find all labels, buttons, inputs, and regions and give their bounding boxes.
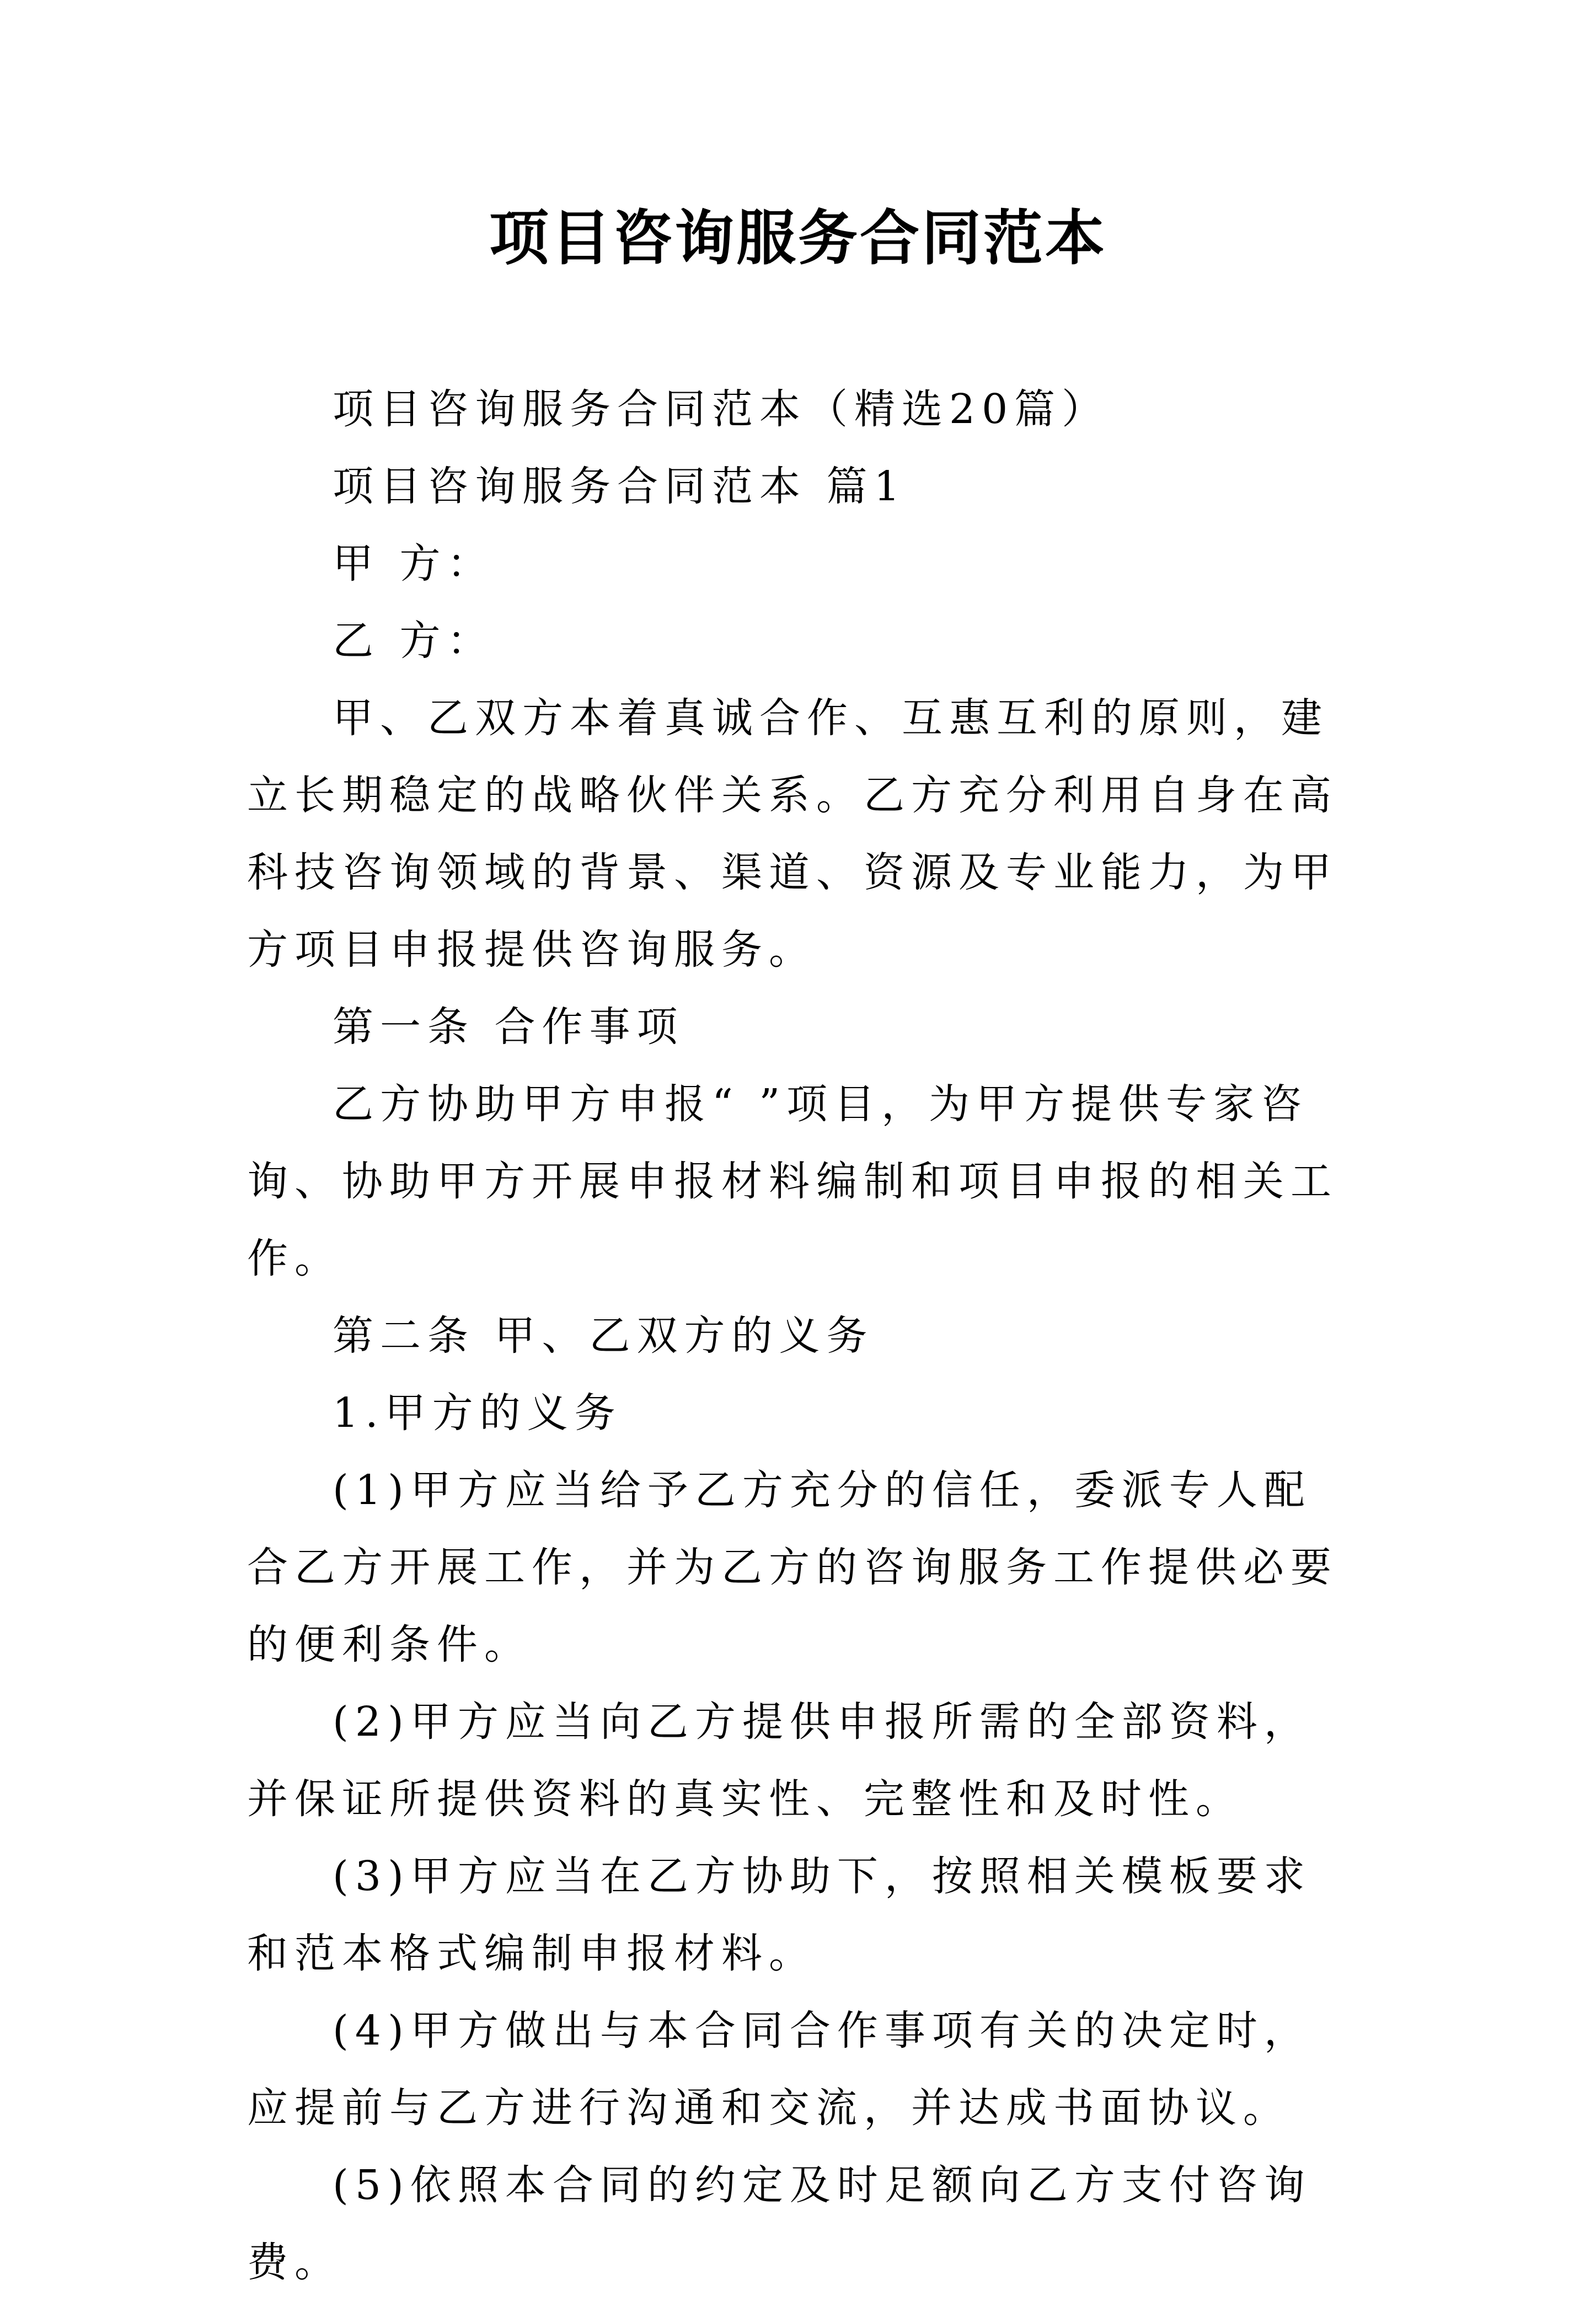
obligation-item-2: (2)甲方应当向乙方提供申报所需的全部资料，并保证所提供资料的真实性、完整性和及时性。 xyxy=(247,1698,1311,1823)
obligation-item-5: (5)依照本合同的约定及时足额向乙方支付咨询费。 xyxy=(247,2161,1311,2286)
obligation-item-4: (4)甲方做出与本合同合作事项有关的决定时，应提前与乙方进行沟通和交流，并达成书面协议。 xyxy=(247,2007,1311,2132)
article-1-paragraph: 乙方协助甲方申报“ ”项目，为甲方提供专家咨询、协助甲方开展申报材料编制和项目申报的相关工作。 xyxy=(247,1080,1338,1282)
obligation-item-1: (1)甲方应当给予乙方充分的信任，委派专人配合乙方开展工作，并为乙方的咨询服务工作提供必要的便利条件。 xyxy=(247,1467,1338,1668)
document-title: 项目咨询服务合同范本 xyxy=(489,204,1107,273)
article-2-heading: 第二条 甲、乙双方的义务 xyxy=(333,1312,874,1360)
section-heading: 项目咨询服务合同范本 篇1 xyxy=(333,463,907,510)
subtitle-line: 项目咨询服务合同范本（精选20篇） xyxy=(333,386,1110,433)
party-b-line: 乙 方： xyxy=(333,617,495,665)
party-a-line: 甲 方： xyxy=(333,540,495,587)
article-1-heading: 第一条 合作事项 xyxy=(333,1003,684,1051)
obligation-item-3: (3)甲方应当在乙方协助下，按照相关模板要求和范本格式编制申报材料。 xyxy=(247,1853,1311,1977)
party-a-obligations-heading: 1.甲方的义务 xyxy=(333,1389,622,1437)
preamble-paragraph: 甲、乙双方本着真诚合作、互惠互利的原则，建立长期稳定的战略伙伴关系。乙方充分利用自身在高科技咨询领域的背景、渠道、资源及专业能力，为甲方项目申报提供咨询服务。 xyxy=(247,694,1338,973)
document-body xyxy=(247,371,1356,2301)
